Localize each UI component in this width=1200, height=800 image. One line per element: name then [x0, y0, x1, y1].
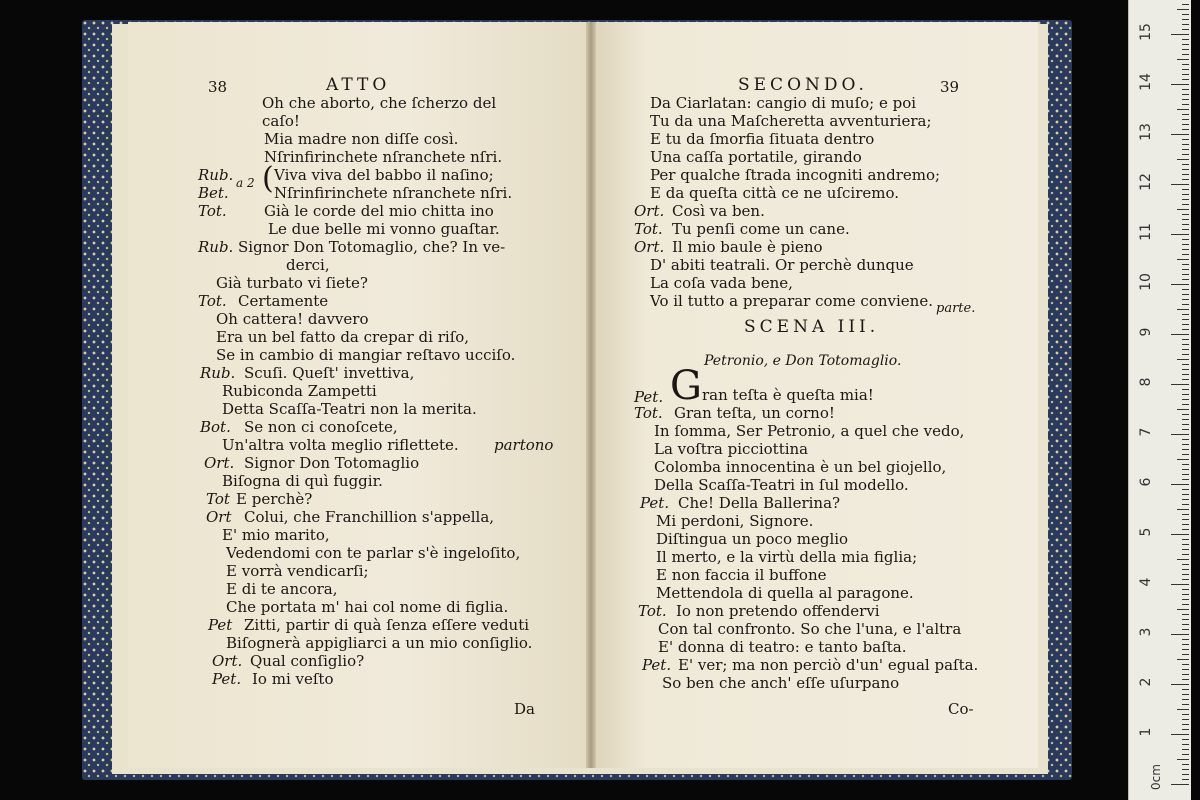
text-line: Il merto, e la virtù della mia figlia;: [656, 548, 918, 566]
text-line: Che! Della Ballerina?: [678, 494, 841, 512]
ruler-tick: [1182, 464, 1189, 465]
ruler-number: 9: [1138, 327, 1154, 337]
page-number-right: 39: [940, 78, 960, 96]
ruler-tick: [1182, 419, 1189, 420]
ruler-tick: [1182, 774, 1189, 775]
ruler-tick: [1182, 219, 1189, 220]
ruler-tick: [1182, 149, 1189, 150]
text-line: Biſognerà appigliarci a un mio conſiglio.: [226, 634, 533, 652]
ruler-tick: [1182, 414, 1189, 415]
text-line: Certamente: [238, 292, 329, 310]
ruler-tick: [1182, 104, 1189, 105]
text-line: Così va ben.: [672, 202, 765, 220]
ruler-number: 12: [1138, 173, 1154, 191]
speaker-label: Pet.: [634, 388, 664, 406]
ruler-tick: [1177, 409, 1189, 410]
ruler-tick: [1182, 639, 1189, 640]
ruler-tick: [1182, 564, 1189, 565]
text-line: Tu penſi come un cane.: [672, 220, 850, 238]
ruler-tick: [1171, 784, 1189, 785]
text-line: Mettendola di quella al paragone.: [656, 584, 914, 602]
ruler-number: 8: [1138, 377, 1154, 387]
speaker-label: Bot.: [200, 418, 231, 436]
ruler-tick: [1182, 604, 1189, 605]
ruler-tick: [1182, 574, 1189, 575]
ruler-tick: [1182, 714, 1189, 715]
speaker-label: Ort.: [204, 454, 235, 472]
text-line: Vo il tutto a preparar come conviene.: [650, 292, 933, 310]
ruler-number: 7: [1138, 427, 1154, 437]
text-line: Qual conſiglio?: [250, 652, 365, 670]
running-header-right: SECONDO.: [738, 75, 868, 95]
text-line: Zitti, partir di quà ſenza eſſere veduti: [244, 616, 530, 634]
text-line: ran teſta è queſta mia!: [702, 386, 874, 404]
ruler-tick: [1182, 299, 1189, 300]
text-line: Rubiconda Zampetti: [222, 382, 377, 400]
ruler-tick: [1182, 129, 1189, 130]
ruler-tick: [1182, 599, 1189, 600]
ruler-tick: [1182, 224, 1189, 225]
ruler-tick: [1182, 444, 1189, 445]
text-line: D' abiti teatrali. Or perchè dunque: [650, 256, 914, 274]
speaker-label: Rub.: [198, 166, 234, 184]
ruler-tick: [1182, 64, 1189, 65]
text-line: Mi perdoni, Signore.: [656, 512, 814, 530]
ruler-tick: [1171, 634, 1189, 635]
text-line: Il mio baule è pieno: [672, 238, 823, 256]
ruler-tick: [1171, 84, 1189, 85]
ruler-tick: [1182, 314, 1189, 315]
text-line: Signor Don Totomaglio, che? In ve-: [238, 238, 506, 256]
text-line: Vedendomi con te parlar s'è ingeloſito,: [226, 544, 521, 562]
text-line: Biſogna di quì fuggir.: [222, 472, 383, 490]
ruler-tick: [1171, 534, 1189, 535]
text-line: Oh che aborto, che ſcherzo del: [262, 94, 497, 112]
ruler-tick: [1177, 9, 1189, 10]
text-line: E' donna di teatro: e tanto baſta.: [658, 638, 907, 656]
text-line: Io non pretendo offendervi: [676, 602, 880, 620]
ruler-tick: [1177, 759, 1189, 760]
ruler-tick: [1182, 169, 1189, 170]
ruler-tick: [1182, 319, 1189, 320]
ruler-tick: [1182, 519, 1189, 520]
ruler-tick: [1182, 629, 1189, 630]
ruler-tick: [1182, 594, 1189, 595]
ruler-tick: [1182, 199, 1189, 200]
ruler-tick: [1182, 729, 1189, 730]
text-line: Gran teſta, un corno!: [674, 404, 835, 422]
ruler-tick: [1182, 679, 1189, 680]
speaker-label: Rub.: [198, 238, 234, 256]
ruler-tick: [1182, 474, 1189, 475]
ruler-tick: [1182, 524, 1189, 525]
text-line: So ben che anch' eſſe uſurpano: [662, 674, 900, 692]
ruler-number: 13: [1138, 123, 1154, 141]
ruler-tick: [1171, 584, 1189, 585]
text-line: Era un bel fatto da crepar di riſo,: [216, 328, 470, 346]
ruler-tick: [1182, 719, 1189, 720]
ruler-tick: [1182, 449, 1189, 450]
ruler-tick: [1182, 339, 1189, 340]
speaker-label: Tot.: [634, 220, 663, 238]
ruler-tick: [1182, 669, 1189, 670]
text-line: Da Ciarlatan: cangio di muſo; e poi: [650, 94, 917, 112]
ruler-tick: [1171, 184, 1189, 185]
ruler-tick: [1182, 69, 1189, 70]
speaker-label: Pet.: [640, 494, 670, 512]
speaker-label: Tot: [206, 490, 230, 508]
ruler-tick: [1182, 154, 1189, 155]
ruler-tick: [1182, 279, 1189, 280]
ruler-tick: [1182, 354, 1189, 355]
text-line: La coſa vada bene,: [650, 274, 793, 292]
book-gutter: [586, 22, 596, 768]
ruler-tick: [1182, 264, 1189, 265]
ruler-tick: [1177, 159, 1189, 160]
ruler-tick: [1182, 344, 1189, 345]
text-line: Nſrinfirinchete nſranchete nſri.: [274, 184, 513, 202]
speaker-label: Tot.: [198, 292, 227, 310]
ruler-number: 1: [1138, 727, 1154, 737]
text-line: E perchè?: [236, 490, 313, 508]
ruler-tick: [1171, 134, 1189, 135]
ruler-tick: [1182, 514, 1189, 515]
ruler-tick: [1177, 709, 1189, 710]
ruler-number: 14: [1138, 73, 1154, 91]
ruler-tick: [1182, 144, 1189, 145]
ruler-tick: [1182, 754, 1189, 755]
text-line: derci,: [286, 256, 330, 274]
ruler-tick: [1182, 589, 1189, 590]
ruler-tick: [1182, 244, 1189, 245]
ruler-tick: [1177, 309, 1189, 310]
text-line: Colui, che Franchillion s'appella,: [244, 508, 495, 526]
ruler-number: 2: [1138, 677, 1154, 687]
catchword-left: Da: [514, 700, 535, 718]
ruler-tick: [1177, 109, 1189, 110]
text-line: Diſtingua un poco meglio: [656, 530, 849, 548]
ruler-tick: [1182, 769, 1189, 770]
speaker-label: Ort.: [634, 202, 665, 220]
a-due-marker: a 2: [236, 176, 255, 190]
ruler-unit-label: 0cm: [1148, 764, 1163, 790]
ruler-tick: [1182, 89, 1189, 90]
ruler-tick: [1182, 19, 1189, 20]
drop-cap: G: [670, 363, 702, 409]
ruler-tick: [1182, 119, 1189, 120]
ruler-tick: [1182, 674, 1189, 675]
ruler-tick: [1182, 114, 1189, 115]
text-line: Con tal confronto. So che l'una, e l'altra: [658, 620, 962, 638]
ruler-tick: [1182, 269, 1189, 270]
speaker-label: Ort.: [634, 238, 665, 256]
ruler-tick: [1182, 454, 1189, 455]
ruler-tick: [1182, 529, 1189, 530]
catchword-right: Co-: [948, 700, 974, 718]
text-line: E tu da ſmorfia ſituata dentro: [650, 130, 875, 148]
ruler-tick: [1182, 739, 1189, 740]
ruler-tick: [1182, 619, 1189, 620]
ruler-tick: [1182, 324, 1189, 325]
ruler-tick: [1182, 79, 1189, 80]
speaker-label: Ort: [206, 508, 232, 526]
speaker-label: Pet.: [642, 656, 672, 674]
text-line: Oh cattera! davvero: [216, 310, 369, 328]
running-header-left: ATTO: [326, 75, 391, 95]
ruler-tick: [1182, 744, 1189, 745]
ruler-tick: [1171, 384, 1189, 385]
ruler-tick: [1177, 459, 1189, 460]
ruler-tick: [1182, 654, 1189, 655]
ruler-tick: [1182, 364, 1189, 365]
ruler-tick: [1182, 569, 1189, 570]
text-line: E' mio marito,: [222, 526, 330, 544]
ruler-tick: [1182, 4, 1189, 5]
text-line: Scuſi. Queſt' invettiva,: [244, 364, 415, 382]
ruler-number: 10: [1138, 273, 1154, 291]
ruler-tick: [1177, 359, 1189, 360]
ruler-number: 5: [1138, 527, 1154, 537]
ruler-tick: [1182, 74, 1189, 75]
ruler-tick: [1182, 349, 1189, 350]
ruler-tick: [1182, 49, 1189, 50]
ruler-tick: [1182, 504, 1189, 505]
speaker-label: Tot.: [634, 404, 663, 422]
ruler-tick: [1182, 429, 1189, 430]
ruler-tick: [1182, 699, 1189, 700]
measuring-ruler: [1128, 0, 1191, 800]
ruler-tick: [1182, 274, 1189, 275]
ruler-tick: [1171, 684, 1189, 685]
ruler-tick: [1182, 649, 1189, 650]
ruler-tick: [1182, 369, 1189, 370]
ruler-tick: [1177, 659, 1189, 660]
speaker-label: Bet.: [198, 184, 229, 202]
speaker-label: Pet: [208, 616, 233, 634]
ruler-tick: [1177, 59, 1189, 60]
ruler-tick: [1171, 34, 1189, 35]
ruler-tick: [1182, 469, 1189, 470]
ruler-tick: [1182, 554, 1189, 555]
ruler-tick: [1182, 304, 1189, 305]
text-line: Io mi veſto: [252, 670, 334, 688]
speaker-label: Rub.: [200, 364, 236, 382]
ruler-tick: [1182, 294, 1189, 295]
ruler-tick: [1182, 614, 1189, 615]
ruler-tick: [1182, 249, 1189, 250]
text-line: Un'altra volta meglio riflettete.: [222, 436, 459, 454]
ruler-tick: [1177, 609, 1189, 610]
speaker-label: Tot.: [638, 602, 667, 620]
brace: (: [262, 161, 274, 196]
text-line: Se in cambio di mangiar reſtavo ucciſo.: [216, 346, 516, 364]
text-line: Che portata m' hai col nome di figlia.: [226, 598, 509, 616]
stage-direction: partono: [494, 436, 554, 454]
text-line: Colomba innocentina è un bel giojello,: [654, 458, 947, 476]
ruler-tick: [1182, 779, 1189, 780]
ruler-tick: [1182, 214, 1189, 215]
ruler-tick: [1182, 189, 1189, 190]
text-line: Mia madre non diſſe così.: [264, 130, 459, 148]
exit-direction: parte.: [936, 301, 976, 316]
text-line: Già le corde del mio chitta ino: [264, 202, 494, 220]
ruler-number: 11: [1138, 223, 1154, 241]
ruler-tick: [1182, 39, 1189, 40]
ruler-tick: [1182, 499, 1189, 500]
ruler-tick: [1182, 289, 1189, 290]
ruler-tick: [1182, 394, 1189, 395]
ruler-tick: [1182, 399, 1189, 400]
ruler-number: 4: [1138, 577, 1154, 587]
ruler-tick: [1177, 509, 1189, 510]
text-line: Tu da una Maſcheretta avventuriera;: [650, 112, 932, 130]
ruler-tick: [1182, 379, 1189, 380]
ruler-tick: [1182, 179, 1189, 180]
ruler-tick: [1171, 734, 1189, 735]
ruler-tick: [1182, 44, 1189, 45]
text-line: E da queſta città ce ne uſciremo.: [650, 184, 899, 202]
text-line: Se non ci conoſcete,: [244, 418, 398, 436]
ruler-tick: [1182, 689, 1189, 690]
ruler-tick: [1177, 259, 1189, 260]
ruler-tick: [1182, 539, 1189, 540]
ruler-tick: [1182, 549, 1189, 550]
text-line: Signor Don Totomaglio: [244, 454, 420, 472]
speaker-label: Ort.: [212, 652, 243, 670]
text-line: Nſrinfirinchete nſranchete nſri.: [264, 148, 503, 166]
ruler-tick: [1171, 334, 1189, 335]
scene-characters: Petronio, e Don Totomaglio.: [704, 353, 902, 369]
ruler-tick: [1182, 374, 1189, 375]
ruler-tick: [1182, 54, 1189, 55]
ruler-tick: [1171, 284, 1189, 285]
ruler-tick: [1182, 544, 1189, 545]
ruler-number: 15: [1138, 23, 1154, 41]
text-line: In ſomma, Ser Petronio, a quel che vedo,: [654, 422, 965, 440]
ruler-tick: [1182, 644, 1189, 645]
ruler-tick: [1182, 439, 1189, 440]
text-line: E vorrà vendicarſi;: [226, 562, 369, 580]
ruler-tick: [1182, 694, 1189, 695]
text-line: E non faccia il buffone: [656, 566, 827, 584]
ruler-tick: [1182, 329, 1189, 330]
ruler-tick: [1182, 389, 1189, 390]
ruler-tick: [1182, 139, 1189, 140]
text-line: Già turbato vi ſiete?: [216, 274, 368, 292]
ruler-tick: [1171, 434, 1189, 435]
ruler-tick: [1182, 254, 1189, 255]
text-line: Detta Scaſſa-Teatri non la merita.: [222, 400, 477, 418]
ruler-tick: [1182, 239, 1189, 240]
ruler-tick: [1177, 559, 1189, 560]
ruler-tick: [1182, 174, 1189, 175]
ruler-tick: [1182, 124, 1189, 125]
ruler-tick: [1182, 229, 1189, 230]
ruler-tick: [1182, 664, 1189, 665]
ruler-tick: [1182, 99, 1189, 100]
text-line: Viva viva del babbo il naſino;: [274, 166, 494, 184]
ruler-tick: [1182, 194, 1189, 195]
ruler-tick: [1182, 204, 1189, 205]
scene-title: SCENA III.: [744, 317, 880, 337]
ruler-tick: [1182, 624, 1189, 625]
ruler-tick: [1182, 404, 1189, 405]
ruler-number: 3: [1138, 627, 1154, 637]
ruler-tick: [1182, 724, 1189, 725]
text-line: La voſtra picciottina: [654, 440, 809, 458]
ruler-tick: [1182, 424, 1189, 425]
ruler-tick: [1182, 14, 1189, 15]
text-line: Le due belle mi vonno guaſtar.: [268, 220, 500, 238]
ruler-tick: [1182, 749, 1189, 750]
speaker-label: Pet.: [212, 670, 242, 688]
text-line: caſo!: [262, 112, 300, 130]
ruler-number: 6: [1138, 477, 1154, 487]
ruler-tick: [1182, 704, 1189, 705]
ruler-tick: [1182, 24, 1189, 25]
ruler-tick: [1177, 209, 1189, 210]
page-number-left: 38: [208, 78, 228, 96]
ruler-tick: [1182, 494, 1189, 495]
ruler-tick: [1182, 164, 1189, 165]
text-line: Per qualche ſtrada incogniti andremo;: [650, 166, 941, 184]
speaker-label: Tot.: [198, 202, 227, 220]
ruler-tick: [1182, 489, 1189, 490]
ruler-tick: [1171, 484, 1189, 485]
ruler-tick: [1171, 234, 1189, 235]
ruler-tick: [1182, 479, 1189, 480]
text-line: E' ver; ma non perciò d'un' egual paſta.: [678, 656, 979, 674]
ruler-tick: [1182, 29, 1189, 30]
text-line: Una caſſa portatile, girando: [650, 148, 862, 166]
ruler-tick: [1182, 94, 1189, 95]
text-line: E di te ancora,: [226, 580, 338, 598]
text-line: Della Scaſſa-Teatri in ſul modello.: [654, 476, 909, 494]
ruler-tick: [1182, 579, 1189, 580]
ruler-tick: [1182, 764, 1189, 765]
